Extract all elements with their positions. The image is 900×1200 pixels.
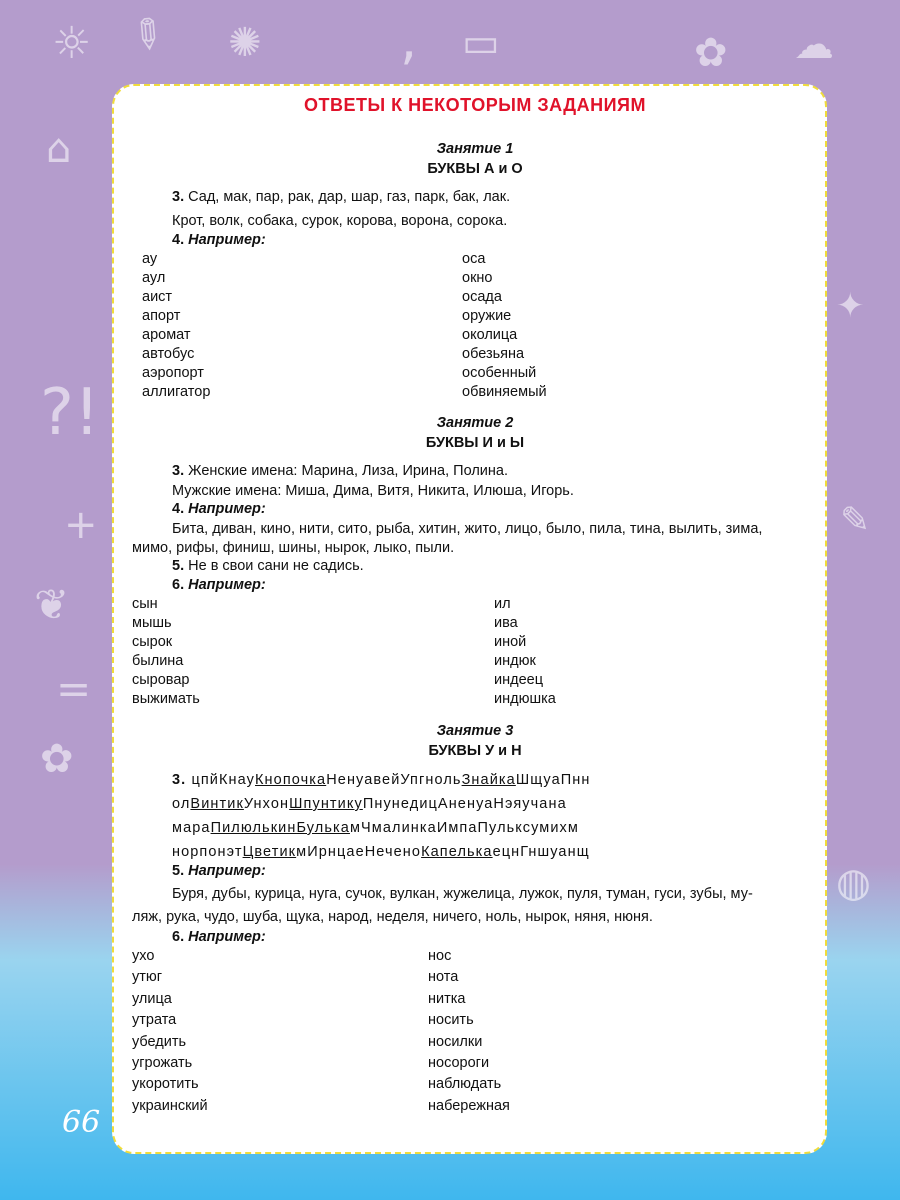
list-item: автобус: [142, 346, 195, 362]
lesson1-heading: Занятие 1: [436, 141, 514, 157]
hidden-word: Шпунтику: [289, 796, 363, 812]
lesson1-task3-line2: Крот, волк, собака, сурок, корова, ворона, сорока.: [172, 213, 508, 229]
list-item: обезьяна: [462, 346, 525, 362]
pencil-doodle-icon: ✎: [840, 500, 871, 541]
sun-doodle-icon: ☼: [52, 18, 92, 69]
puzzle-segment: НенуавейУпгноль: [326, 772, 462, 788]
lesson3-puzzle-line2: [172, 795, 567, 814]
list-item: аромат: [142, 327, 191, 343]
list-item: ива: [494, 615, 518, 631]
list-item: сырок: [132, 634, 173, 650]
list-item: утюг: [132, 969, 163, 986]
lesson2-task3-line2: Мужские имена: Миша, Дима, Витя, Никита, Илюша, Игорь.: [172, 483, 574, 499]
lesson1-task4-label: 4. Например:: [172, 232, 266, 248]
list-item: улица: [132, 990, 172, 1007]
hidden-word: Винтик: [190, 796, 244, 812]
flower-doodle-icon: ✿: [694, 30, 728, 76]
lesson3-puzzle-line3: [172, 819, 579, 838]
list-item: укоротить: [132, 1076, 199, 1093]
lesson2-right-column: [494, 595, 556, 709]
list-item: нота: [428, 969, 459, 986]
list-item: окно: [462, 270, 493, 286]
lesson1-task3-line1: 3. Сад, мак, пар, рак, дар, шар, газ, парк, бак, лак.: [172, 189, 511, 205]
cloud-doodle-icon: ☁: [794, 22, 834, 68]
list-item: утрата: [132, 1012, 177, 1029]
list-item: украинский: [132, 1097, 208, 1114]
splash-doodle-icon: ✺: [228, 20, 262, 66]
lesson2-heading: Занятие 2: [436, 415, 514, 431]
lesson3-task5-line1: Буря, дубы, курица, нуга, сучок, вулкан, жужелица, лужок, пуля, туман, гуси, зубы, му-: [172, 886, 753, 902]
list-item: убедить: [132, 1033, 187, 1050]
puzzle-segment: мИрнцаеНечено: [296, 844, 422, 860]
globe-doodle-icon: ◍: [836, 860, 871, 906]
lesson2-subheading: БУКВЫ И и Ы: [425, 435, 525, 451]
list-item: носить: [428, 1012, 474, 1029]
lesson2-task5: 5. Не в свои сани не садись.: [172, 558, 364, 574]
list-item: ухо: [132, 948, 155, 964]
page-title: ОТВЕТЫ К НЕКОТОРЫМ ЗАДАНИЯМ: [304, 95, 646, 115]
lesson1-subheading: БУКВЫ А и О: [427, 161, 523, 177]
puzzle-segment: цпйКнау: [191, 772, 255, 788]
puzzle-segment: ШщуаПнн: [515, 772, 591, 788]
puzzle-segment: мЧмалинкаИмпаПулькcумихм: [349, 820, 579, 836]
lesson2-task3-line1: 3. Женские имена: Марина, Лиза, Ирина, Полина.: [172, 463, 508, 479]
list-item: сын: [132, 596, 158, 612]
hidden-word: Знайка: [461, 772, 516, 788]
list-item: набережная: [428, 1097, 510, 1114]
lesson3-heading: Занятие 3: [436, 723, 514, 739]
lesson3-subheading: БУКВЫ У и Н: [428, 743, 522, 759]
lesson2-left-column: [132, 595, 200, 709]
lesson2-task4-line1: Бита, диван, кино, нити, сито, рыба, хитин, жито, лицо, было, пила, тина, вылить, зима,: [172, 521, 763, 537]
hidden-word: Кнопочка: [255, 772, 327, 788]
list-item: аэропорт: [142, 365, 204, 381]
flower-doodle-icon: ✿: [40, 736, 74, 782]
book-doodle-icon: ▭: [462, 20, 500, 66]
puzzle-segment: ецнГншуанщ: [492, 844, 590, 860]
lesson1-right-column: [462, 250, 547, 402]
list-item: носороги: [428, 1055, 490, 1072]
plus-doodle-icon: +: [64, 502, 98, 548]
list-item: осада: [462, 289, 502, 305]
list-item: индюшка: [494, 691, 556, 707]
list-item: индеец: [494, 672, 544, 688]
list-item: ил: [494, 596, 511, 612]
puzzle-segment: Унхон: [243, 796, 290, 812]
list-item: аул: [142, 270, 166, 286]
puzzle-segment: ол: [172, 796, 191, 812]
lesson3-right-column: [428, 946, 510, 1117]
puzzle-segment: мара: [172, 820, 211, 836]
hidden-word: Капелька: [421, 844, 493, 860]
list-item: ау: [142, 251, 158, 267]
list-item: нитка: [428, 990, 466, 1007]
list-item: апорт: [142, 308, 181, 324]
lesson3-task5-line2: ляж, рука, чудо, шуба, щука, народ, неделя, ничего, ноль, нырок, няня, нюня.: [132, 909, 653, 925]
butterfly-doodle-icon: ❦: [34, 580, 70, 629]
lesson2-task4-line2: мимо, рифы, финиш, шины, нырок, лыко, пыли.: [132, 540, 455, 556]
star-doodle-icon: ✦: [836, 286, 865, 326]
list-item: оружие: [462, 308, 512, 324]
hidden-word: Пилюлькин: [210, 820, 297, 836]
list-item: обвиняемый: [462, 384, 547, 400]
list-item: выжимать: [132, 691, 200, 707]
list-item: былина: [132, 653, 184, 669]
lesson2-task6-label: 6. Например:: [172, 577, 266, 593]
hidden-word: Цветик: [242, 844, 297, 860]
lesson3-task5-label: 5. Например:: [172, 863, 266, 879]
puzzle-segment: ПнунедицАненуаНэяучана: [362, 796, 567, 812]
list-item: сыровар: [132, 672, 190, 688]
list-item: наблюдать: [428, 1076, 502, 1093]
list-item: особенный: [462, 365, 537, 381]
list-item: нос: [428, 948, 452, 964]
lesson3-left-column: [132, 946, 208, 1117]
lesson3-task6-label: 6. Например:: [172, 929, 266, 945]
hidden-word: Булька: [296, 820, 350, 836]
lesson3-puzzle-line1: 3. цпйКнауКнопочкаНенуавейУпгнольЗнайкаШщуаПнн: [172, 772, 591, 788]
list-item: индюк: [494, 653, 536, 669]
list-item: оса: [462, 251, 486, 267]
house-doodle-icon: ⌂: [46, 126, 72, 172]
puzzle-segment: норпонэт: [172, 844, 243, 860]
equals-doodle-icon: =: [56, 664, 92, 713]
list-item: угрожать: [132, 1055, 193, 1072]
lesson1-left-column: [142, 250, 210, 402]
lesson2-task4-label: 4. Например:: [172, 501, 266, 517]
lesson3-puzzle-line4: [172, 843, 590, 862]
list-item: околица: [462, 327, 518, 343]
comma-doodle-icon: ,: [400, 8, 418, 71]
list-item: мышь: [132, 615, 172, 631]
page-number: 66: [62, 1105, 101, 1140]
list-item: носилки: [428, 1033, 483, 1050]
question-exclamation-doodle-icon: ?!: [40, 376, 100, 450]
pencil-doodle-icon: ✎: [119, 6, 175, 64]
list-item: иной: [494, 634, 527, 650]
list-item: аист: [142, 289, 173, 305]
list-item: аллигатор: [142, 384, 211, 400]
